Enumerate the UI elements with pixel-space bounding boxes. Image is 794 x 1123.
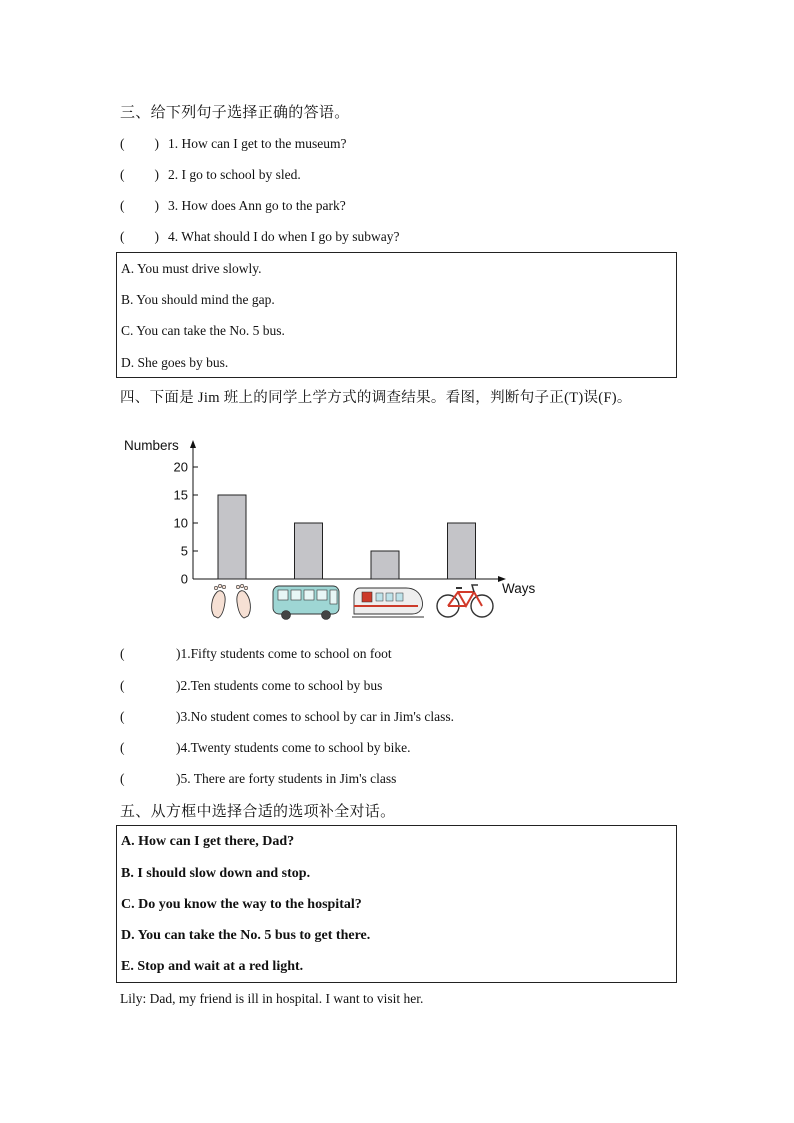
bar-subway — [371, 551, 399, 579]
bicycle-icon — [437, 585, 493, 617]
answer-blank[interactable]: ( — [120, 709, 125, 724]
section5-option-e: E. Stop and wait at a red light. — [121, 959, 304, 974]
y-axis-label: Numbers — [124, 438, 179, 453]
section3-question-3: ( ) 3. How does Ann go to the park? — [120, 198, 346, 213]
section4-statement-3: ( )3.No student comes to school by car in Jim's class. — [120, 709, 455, 724]
section3-option-d: D. She goes by bus. — [121, 355, 229, 370]
bar-bus — [295, 523, 323, 579]
section3-question-1: ( ) 1. How can I get to the museum? — [120, 136, 347, 151]
feet-icon — [212, 584, 251, 618]
bar-foot — [218, 495, 246, 579]
section4-statement-4: ( )4.Twenty students come to school by bike. — [120, 740, 411, 755]
section5-option-d: D. You can take the No. 5 bus to get there. — [121, 928, 371, 943]
section3-option-c: C. You can take the No. 5 bus. — [121, 323, 285, 338]
section5-option-b: B. I should slow down and stop. — [121, 866, 311, 881]
section3-options-box — [116, 252, 677, 378]
y-tick-label: 5 — [180, 543, 188, 559]
answer-blank[interactable]: ( ) — [120, 167, 159, 182]
train-icon — [352, 588, 424, 617]
section5-option-a: A. How can I get there, Dad? — [121, 834, 295, 849]
bar-chart — [110, 430, 560, 630]
answer-blank[interactable]: ( — [120, 771, 125, 786]
section4-statement-1: ( )1.Fifty students come to school on foot — [120, 646, 392, 661]
bus-icon — [273, 586, 339, 620]
section3-question-2: ( ) 2. I go to school by sled. — [120, 167, 301, 182]
y-tick-label: 0 — [180, 571, 188, 587]
y-tick-label: 15 — [173, 487, 188, 503]
y-axis-arrow — [190, 440, 196, 448]
answer-blank[interactable]: ( ) — [120, 136, 159, 151]
x-axis-label: Ways — [502, 581, 536, 596]
y-tick-label: 10 — [173, 515, 188, 531]
section5-options-box — [116, 825, 677, 983]
answer-blank[interactable]: ( — [120, 646, 125, 661]
section3-option-b: B. You should mind the gap. — [121, 292, 275, 307]
answer-blank[interactable]: ( ) — [120, 229, 159, 244]
section4-statement-2: ( )2.Ten students come to school by bus — [120, 678, 383, 693]
answer-blank[interactable]: ( — [120, 740, 125, 755]
section3-option-a: A. You must drive slowly. — [121, 261, 262, 276]
answer-blank[interactable]: ( — [120, 678, 125, 693]
bar-bike — [448, 523, 476, 579]
section5-option-c: C. Do you know the way to the hospital? — [121, 897, 362, 912]
answer-blank[interactable]: ( ) — [120, 198, 159, 213]
section3-heading: 三、给下列句子选择正确的答语。 — [120, 105, 350, 121]
section4-statement-5: ( )5. There are forty students in Jim's class — [120, 771, 397, 786]
y-tick-label: 20 — [173, 459, 188, 475]
dialogue-line-1: Lily: Dad, my friend is ill in hospital. I want to visit her. — [120, 991, 424, 1006]
section3-question-4: ( ) 4. What should I do when I go by subway? — [120, 229, 400, 244]
section4-heading: 四、下面是 Jim 班上的同学上学方式的调查结果。看图，判断句子正(T)误(F)。 — [120, 390, 632, 406]
section5-heading: 五、从方框中选择合适的选项补全对话。 — [120, 804, 396, 820]
